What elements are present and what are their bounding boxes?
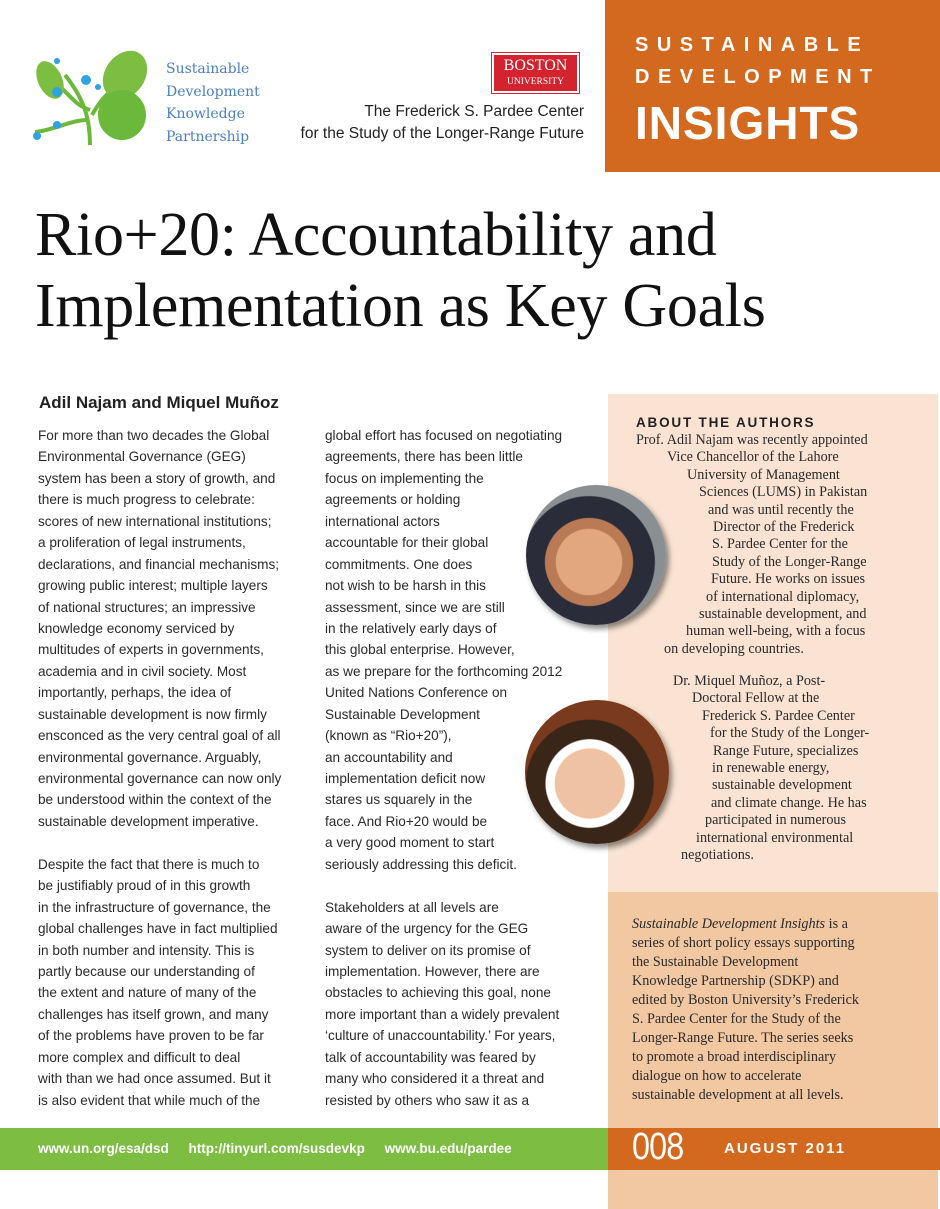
body-line: a proliferation of legal instruments, <box>38 535 246 551</box>
about-authors-heading: ABOUT THE AUTHORS <box>636 415 816 430</box>
body-line: commitments. One does <box>325 556 473 572</box>
body-line: more important than a widely prevalent <box>325 1006 560 1022</box>
body-line: declarations, and financial mechanisms; <box>38 556 280 572</box>
series-description-line: to promote a broad interdisciplinary <box>632 1049 837 1065</box>
body-line <box>325 875 562 896</box>
munoz-bio-line: for the Study of the Longer- <box>710 725 870 742</box>
body-line: For more than two decades the Global <box>38 428 270 443</box>
body-line: face. And Rio+20 would be <box>325 813 488 829</box>
body-line: growing public interest; multiple layers <box>38 578 268 594</box>
series-description <box>632 915 859 1105</box>
munoz-bio-line: Frederick S. Pardee Center <box>702 707 855 724</box>
munoz-bio-line: and climate change. He has <box>711 794 867 811</box>
sdkp-logo-text <box>166 58 260 148</box>
body-line: is also evident that while much of the <box>38 1092 261 1108</box>
sdkp-leaf-logo-icon <box>30 50 160 150</box>
body-line: be understood within the context of the <box>38 792 272 808</box>
body-line: Environmental Governance (GEG) <box>38 449 246 465</box>
body-line: aware of the urgency for the GEG <box>325 921 529 937</box>
series-description-line: sustainable development at all levels. <box>632 1087 844 1103</box>
series-description-line: series of short policy essays supporting <box>632 935 855 951</box>
body-line: accountable for their global <box>325 535 489 551</box>
body-line: a very good moment to start <box>325 835 495 851</box>
body-line: global challenges have in fact multiplied <box>38 921 278 937</box>
body-line: implementation. However, there are <box>325 963 540 979</box>
najam-bio-line: of international diplomacy, <box>706 588 860 605</box>
body-line: global effort has focused on negotiating <box>325 428 563 443</box>
body-line: sustainable development imperative. <box>38 813 259 829</box>
series-description-line: S. Pardee Center for the Study of the <box>632 1011 841 1027</box>
body-line: the extent and nature of many of the <box>38 985 257 1001</box>
footer-links-bar <box>0 1128 608 1170</box>
body-column-1 <box>38 425 281 1111</box>
body-line: many who considered it a threat and <box>325 1071 545 1087</box>
body-line: knowledge economy serviced by <box>38 620 235 636</box>
najam-bio-line: University of Management <box>687 466 840 483</box>
body-line: not wish to be harsh in this <box>325 578 486 594</box>
munoz-bio-line: participated in numerous <box>705 812 847 829</box>
series-banner <box>605 0 940 172</box>
series-description-line: edited by Boston University’s Frederick <box>632 992 859 1008</box>
najam-bio-line: Vice Chancellor of the Lahore <box>667 449 839 466</box>
bu-logo-line: BOSTON <box>503 57 568 74</box>
najam-bio-line: Prof. Adil Najam was recently appointed <box>636 432 868 448</box>
byline: Adil Najam and Miquel Muñoz <box>39 393 279 412</box>
body-line: Stakeholders at all levels are <box>325 899 499 915</box>
body-line: in both number and intensity. This is <box>38 942 255 958</box>
munoz-bio-line: Range Future, specializes <box>713 742 859 759</box>
body-line: agreements, there has been little <box>325 449 523 465</box>
body-line: be justifiably proud of in this growth <box>38 878 251 894</box>
najam-bio-line: Sciences (LUMS) in Pakistan <box>699 484 868 501</box>
issue-bar <box>608 1128 940 1170</box>
najam-bio-line: human well-being, with a focus <box>686 623 866 640</box>
body-line: partly because our understanding of <box>38 963 255 979</box>
pardee-line: for the Study of the Longer-Range Future <box>300 125 584 142</box>
pardee-center-name <box>301 101 584 145</box>
series-word-1: SUSTAINABLE <box>635 34 870 56</box>
najam-bio-line: Director of the Frederick <box>713 519 855 535</box>
body-line: in the relatively early days of <box>325 620 497 636</box>
body-line: this global enterprise. However, <box>325 642 515 658</box>
body-line: system to deliver on its promise of <box>325 942 531 958</box>
body-line: environmental governance can now only <box>38 771 282 786</box>
footer-link-un[interactable]: www.un.org/esa/dsd <box>38 1141 169 1156</box>
footer-link-bu[interactable]: www.bu.edu/pardee <box>384 1141 512 1156</box>
body-line: ensconced as the very central goal of all <box>38 728 281 744</box>
munoz-bio-line: negotiations. <box>681 847 754 863</box>
body-line: talk of accountability was feared by <box>325 1049 536 1065</box>
body-line: as we prepare for the forthcoming 2012 <box>325 663 563 679</box>
body-line: agreements or holding <box>325 492 461 508</box>
sdkp-line: Sustainable <box>166 61 250 77</box>
body-line: resisted by others who saw it as a <box>325 1092 529 1108</box>
sdkp-line: Development <box>166 83 260 100</box>
footer-link-tinyurl[interactable]: http://tinyurl.com/susdevkp <box>188 1141 365 1156</box>
body-line: an accountability and <box>325 749 453 765</box>
body-line: Despite the fact that there is much to <box>38 856 260 872</box>
document-title <box>35 200 766 342</box>
series-description-line: Longer-Range Future. The series seeks <box>632 1030 854 1046</box>
series-name-italic: Sustainable Development Insights <box>632 916 826 932</box>
munoz-bio-line: Doctoral Fellow at the <box>692 690 820 707</box>
body-line: seriously addressing this deficit. <box>325 856 517 872</box>
munoz-bio-line: Dr. Miquel Muñoz, a Post- <box>673 673 826 689</box>
najam-bio-line: and was until recently the <box>708 501 854 518</box>
series-description-text: is a <box>825 916 848 932</box>
body-line: international actors <box>325 513 440 529</box>
body-line: focus on implementing the <box>325 470 484 486</box>
pardee-line: The Frederick S. Pardee Center <box>364 103 584 120</box>
body-line: United Nations Conference on <box>325 685 508 701</box>
issue-date: AUGUST 2011 <box>724 1140 847 1157</box>
body-line: ‘culture of unaccountability.’ For years, <box>325 1028 556 1044</box>
series-word-3: INSIGHTS <box>635 97 861 149</box>
body-line: Sustainable Development <box>325 706 480 722</box>
body-line: assessment, since we are still <box>325 599 505 615</box>
body-line: multitudes of experts in governments, <box>38 642 264 658</box>
body-line: challenges has itself grown, and many <box>38 1006 269 1022</box>
body-line: academia and in civil society. Most <box>38 663 247 679</box>
body-line: implementation deficit now <box>325 771 486 786</box>
body-line: of the problems have proven to be far <box>38 1028 264 1044</box>
boston-university-logo <box>492 53 579 93</box>
sdkp-line: Knowledge <box>166 106 245 122</box>
body-line: system has been a story of growth, and <box>38 470 276 486</box>
body-line: sustainable development is now firmly <box>38 706 267 722</box>
body-line: (known as “Rio+20”), <box>325 728 452 744</box>
issue-number: 008 <box>632 1126 684 1168</box>
body-line <box>38 832 281 853</box>
series-description-line: dialogue on how to accelerate <box>632 1068 802 1084</box>
najam-bio-line: on developing countries. <box>664 640 804 657</box>
body-line: obstacles to achieving this goal, none <box>325 985 551 1001</box>
series-description-line: Knowledge Partnership (SDKP) and <box>632 973 839 989</box>
munoz-bio-line: in renewable energy, <box>712 760 830 776</box>
miquel-munoz-photo <box>525 700 669 844</box>
sdkp-line: Partnership <box>166 128 250 145</box>
body-line: more complex and difficult to deal <box>38 1049 241 1065</box>
munoz-bio-line: international environmental <box>696 829 854 846</box>
body-line: stares us squarely in the <box>325 792 473 808</box>
body-line: of national structures; an impressive <box>38 599 256 615</box>
najam-bio-line: sustainable development, and <box>699 606 867 622</box>
body-line: in the infrastructure of governance, the <box>38 899 271 915</box>
title-line: Implementation as Key Goals <box>35 272 766 340</box>
body-line: with than we had once assumed. But it <box>38 1071 271 1087</box>
munoz-bio-line: sustainable development <box>712 777 852 794</box>
najam-bio-line: Study of the Longer-Range <box>712 553 867 570</box>
body-line: importantly, perhaps, the idea of <box>38 685 232 701</box>
najam-bio-line: S. Pardee Center for the <box>712 536 848 553</box>
najam-bio-line: Future. He works on issues <box>711 571 866 588</box>
body-line: environmental governance. Arguably, <box>38 749 262 765</box>
body-line: there is much progress to celebrate: <box>38 492 255 508</box>
bu-logo-line: UNIVERSITY <box>507 77 564 87</box>
title-line: Rio+20: Accountability and <box>35 201 717 269</box>
adil-najam-photo <box>526 485 666 625</box>
body-line: scores of new international institutions; <box>38 513 272 529</box>
series-word-2: DEVELOPMENT <box>635 66 881 88</box>
series-description-line: the Sustainable Development <box>632 954 799 970</box>
